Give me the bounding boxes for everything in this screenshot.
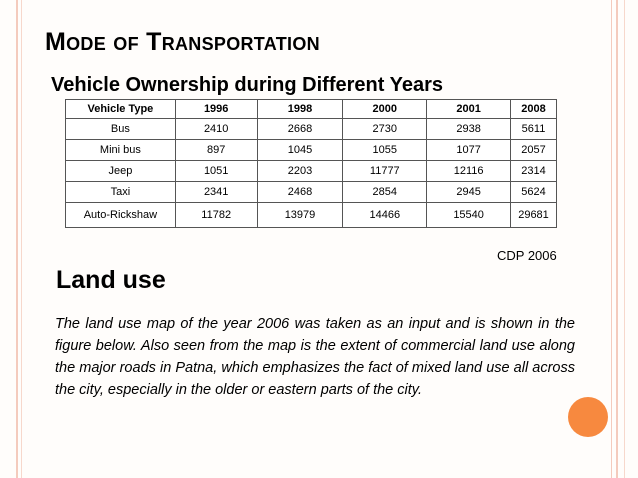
header-cell: 2000 — [343, 100, 427, 119]
source-citation: CDP 2006 — [497, 248, 557, 263]
table-cell: 2854 — [343, 182, 427, 203]
table-cell: 1051 — [175, 161, 257, 182]
header-cell: 2008 — [511, 100, 557, 119]
table-cell: 11777 — [343, 161, 427, 182]
table-cell: 2341 — [175, 182, 257, 203]
frame-line-left-inner — [21, 0, 22, 478]
frame-line-right — [616, 0, 618, 478]
table-cell: Auto-Rickshaw — [66, 203, 176, 228]
table-cell: 1055 — [343, 140, 427, 161]
table-cell: Bus — [66, 119, 176, 140]
table-cell: Mini bus — [66, 140, 176, 161]
table-cell: Taxi — [66, 182, 176, 203]
body-paragraph: The land use map of the year 2006 was taken as an input and is shown in the figure below. Also seen from the map is the extent of commercial land use along the major roads in Patna, which emphasizes the fact of mixed land use all across the city, especially in the older or eastern parts of the city. — [55, 316, 575, 398]
table-row — [66, 182, 557, 203]
table-row — [66, 119, 557, 140]
table-cell: 5624 — [511, 182, 557, 203]
table-cell: 15540 — [427, 203, 511, 228]
header-cell: 2001 — [427, 100, 511, 119]
table-cell: 2468 — [257, 182, 343, 203]
table-row — [66, 140, 557, 161]
table-cell: 1045 — [257, 140, 343, 161]
table-header-row — [66, 100, 557, 119]
table-cell: 2314 — [511, 161, 557, 182]
frame-line-left — [16, 0, 18, 478]
table-cell: 2730 — [343, 119, 427, 140]
table-cell: 1077 — [427, 140, 511, 161]
header-cell: 1996 — [175, 100, 257, 119]
slide-title: Mode of Transportation — [45, 28, 320, 56]
table-row — [66, 161, 557, 182]
header-cell: 1998 — [257, 100, 343, 119]
table-cell: 2410 — [175, 119, 257, 140]
decorative-circle — [568, 397, 608, 437]
table-cell: 2057 — [511, 140, 557, 161]
table-cell: Jeep — [66, 161, 176, 182]
frame-line-right-inner — [611, 0, 612, 478]
table-cell: 897 — [175, 140, 257, 161]
table-cell: 5611 — [511, 119, 557, 140]
table-cell: 14466 — [343, 203, 427, 228]
table-cell: 2938 — [427, 119, 511, 140]
table-cell: 2668 — [257, 119, 343, 140]
table-caption: Vehicle Ownership during Different Years — [51, 74, 443, 96]
table-cell: 13979 — [257, 203, 343, 228]
header-cell: Vehicle Type — [66, 100, 176, 119]
frame-line-right-outer — [624, 0, 625, 478]
table-cell: 11782 — [175, 203, 257, 228]
table-cell: 29681 — [511, 203, 557, 228]
table-cell: 12116 — [427, 161, 511, 182]
table-cell: 2203 — [257, 161, 343, 182]
table-row — [66, 203, 557, 228]
vehicle-ownership-table — [65, 99, 557, 228]
table-cell: 2945 — [427, 182, 511, 203]
section-heading: Land use — [56, 266, 166, 294]
